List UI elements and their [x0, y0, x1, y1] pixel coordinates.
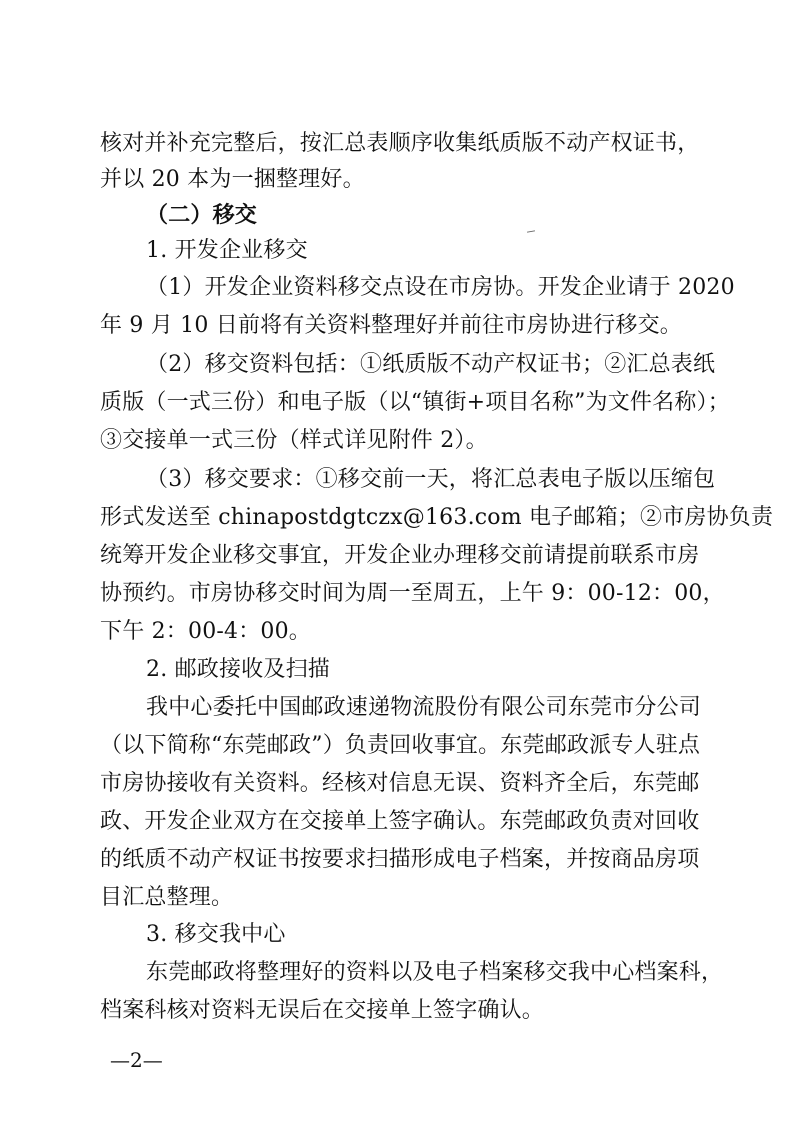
paragraph-line: （1）开发企业资料移交点设在市房协。开发企业请于 2020 [146, 275, 735, 300]
paragraph-line: ③交接单一式三份（样式详见附件 2）。 [100, 428, 488, 453]
paragraph-line: 我中心委托中国邮政速递物流股份有限公司东莞市分公司 [146, 695, 702, 720]
paragraph-line: 年 9 月 10 日前将有关资料整理好并前往市房协进行移交。 [100, 313, 682, 338]
paragraph-line: 核对并补充完整后，按汇总表顺序收集纸质版不动产权证书， [100, 131, 700, 156]
paragraph-line: 形式发送至 chinapostdgtczx@163.com 电子邮箱；②市房协负责 [100, 505, 774, 530]
paragraph-line: 政、开发企业双方在交接单上签字确认。东莞邮政负责对回收 [100, 809, 700, 834]
paragraph-line: 协预约。市房协移交时间为周一至周五，上午 9：00-12：00， [100, 581, 725, 606]
paragraph-line: 统筹开发企业移交事宜，开发企业办理移交前请提前联系市房 [100, 543, 700, 568]
paragraph-line: （以下简称“东莞邮政”）负责回收事宜。东莞邮政派专人驻点 [100, 733, 701, 758]
section-heading: （二）移交 [146, 202, 258, 228]
paragraph-line: 档案科核对资料无误后在交接单上签字确认。 [100, 998, 545, 1023]
paragraph-line: 并以 20 本为一捆整理好。 [100, 167, 365, 192]
scan-artifact [527, 230, 535, 232]
paragraph-line: 下午 2：00-4：00。 [100, 619, 312, 644]
paragraph-line: 质版（一式三份）和电子版（以“镇街+项目名称”为文件名称）； [100, 390, 730, 415]
paragraph-line: （2）移交资料包括：①纸质版不动产权证书；②汇总表纸 [146, 352, 716, 377]
page-number: —2— [110, 1048, 163, 1072]
subsection-heading: 2. 邮政接收及扫描 [146, 657, 330, 682]
paragraph-line: 目汇总整理。 [100, 885, 234, 910]
subsection-heading: 3. 移交我中心 [146, 922, 286, 947]
subsection-heading: 1. 开发企业移交 [146, 238, 308, 263]
paragraph-line: （3）移交要求：①移交前一天，将汇总表电子版以压缩包 [146, 467, 716, 492]
paragraph-line: 市房协接收有关资料。经核对信息无误、资料齐全后，东莞邮 [100, 771, 700, 796]
paragraph-line: 东莞邮政将整理好的资料以及电子档案移交我中心档案科， [146, 960, 724, 985]
paragraph-line: 的纸质不动产权证书按要求扫描形成电子档案，并按商品房项 [100, 847, 700, 872]
